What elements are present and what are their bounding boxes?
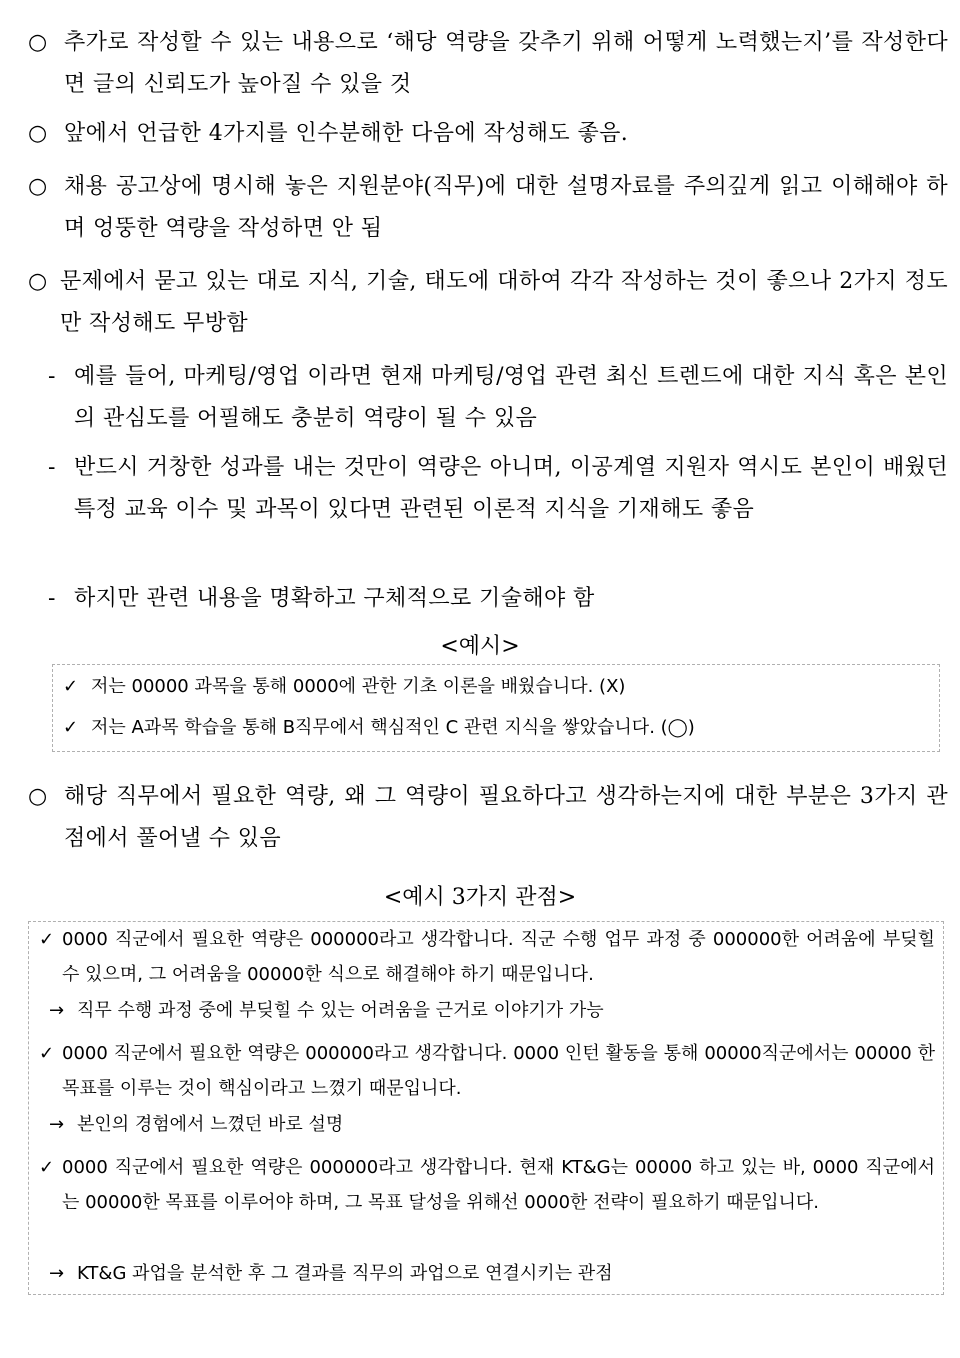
bullet-item-1 [28, 22, 948, 106]
example-line-text: 저는 00000 과목을 통해 0000에 관한 기초 이론을 배웠습니다. (X) [91, 676, 626, 697]
perspective-text: 0000 직군에서 필요한 역량은 000000라고 생각합니다. 0000 인턴 활동을 통해 00000직군에서는 00000 한 목표를 이루는 것이 핵심이라고 느꼈기 때문입니다. [62, 1043, 935, 1099]
bullet-item-text: 해당 직무에서 필요한 역량, 왜 그 역량이 필요하다고 생각하는지에 대한 부분은 3가지 관점에서 풀어낼 수 있음 [64, 784, 948, 851]
sub-item-1 [48, 356, 948, 440]
perspectives-box [28, 921, 944, 1295]
perspective-entry-1 [39, 922, 935, 992]
circle-bullet-icon: ○ [28, 30, 48, 55]
bullet-item-2 [28, 113, 948, 155]
perspective-note-2 [49, 1107, 929, 1142]
circle-bullet-icon: ○ [28, 269, 48, 294]
check-icon: ✓ [63, 717, 79, 738]
sub-item-2 [48, 447, 948, 531]
example-line-text: 저는 A과목 학습을 통해 B직무에서 핵심적인 C 관련 지식을 쌓았습니다. (◯) [91, 717, 695, 738]
bullet-item-5 [28, 776, 948, 860]
bullet-item-4 [28, 261, 948, 345]
example-caption: <예시> [440, 634, 520, 659]
dash-bullet: - [48, 364, 56, 389]
sub-item-text: 하지만 관련 내용을 명확하고 구체적으로 기술해야 함 [74, 586, 595, 611]
bullet-item-text: 채용 공고상에 명시해 놓은 지원분야(직무)에 대한 설명자료를 주의깊게 읽고 이해해야 하며 엉뚱한 역량을 작성하면 안 됨 [64, 174, 948, 241]
perspective-text: 0000 직군에서 필요한 역량은 000000라고 생각합니다. 직군 수행 업무 과정 중 000000한 어려움에 부딪힐 수 있으며, 그 어려움을 00000한 식으로 해결해야 하기 때문입니다. [62, 929, 935, 985]
perspective-note-3 [49, 1256, 929, 1291]
perspective-note-text: 본인의 경험에서 느꼈던 바로 설명 [77, 1114, 344, 1135]
check-icon: ✓ [63, 676, 79, 697]
check-icon: ✓ [39, 929, 55, 950]
circle-bullet-icon: ○ [28, 174, 48, 199]
bullet-item-text: 문제에서 묻고 있는 대로 지식, 기술, 태도에 대하여 각각 작성하는 것이 좋으나 2가지 정도만 작성해도 무방함 [60, 269, 948, 336]
bullet-item-text: 추가로 작성할 수 있는 내용으로 ‘해당 역량을 갖추기 위해 어떻게 노력했는지’를 작성한다면 글의 신뢰도가 높아질 수 있을 것 [64, 30, 948, 97]
sub-item-text: 예를 들어, 마케팅/영업 이라면 현재 마케팅/영업 관련 최신 트렌드에 대한 지식 혹은 본인의 관심도를 어필해도 충분히 역량이 될 수 있음 [74, 364, 948, 431]
circle-bullet-icon: ○ [28, 784, 48, 809]
check-icon: ✓ [39, 1043, 55, 1064]
perspective-entry-3 [39, 1150, 935, 1220]
arrow-right-icon: → [49, 1263, 65, 1284]
example-caption: <예시 3가지 관점> [383, 885, 577, 910]
sub-item-3 [48, 578, 948, 620]
perspective-entry-2 [39, 1036, 935, 1106]
perspective-text: 0000 직군에서 필요한 역량은 000000라고 생각합니다. 현재 KT&G는 00000 하고 있는 바, 0000 직군에서는 00000한 목표를 이루어야 하며, 그 목표 달성을 위해선 0000한 전략이 필요하기 때문입니다. [62, 1157, 935, 1213]
bullet-item-text: 앞에서 언급한 4가지를 인수분해한 다음에 작성해도 좋음. [64, 121, 629, 146]
sub-item-text: 반드시 거창한 성과를 내는 것만이 역량은 아니며, 이공계열 지원자 역시도 본인이 배웠던 특정 교육 이수 및 과목이 있다면 관련된 이론적 지식을 기재해도 좋음 [74, 455, 948, 522]
arrow-right-icon: → [49, 1000, 65, 1021]
check-icon: ✓ [39, 1157, 55, 1178]
circle-bullet-icon: ○ [28, 121, 48, 146]
example-line [63, 669, 625, 705]
arrow-right-icon: → [49, 1114, 65, 1135]
example-box [52, 664, 940, 752]
dash-bullet: - [48, 455, 56, 480]
perspective-note-text: KT&G 과업을 분석한 후 그 결과를 직무의 과업으로 연결시키는 관점 [77, 1263, 613, 1284]
dash-bullet: - [48, 586, 56, 611]
example-line [63, 710, 695, 746]
perspective-note-1 [49, 993, 929, 1028]
bullet-item-3 [28, 166, 948, 250]
perspective-note-text: 직무 수행 과정 중에 부딪힐 수 있는 어려움을 근거로 이야기가 가능 [77, 1000, 604, 1021]
